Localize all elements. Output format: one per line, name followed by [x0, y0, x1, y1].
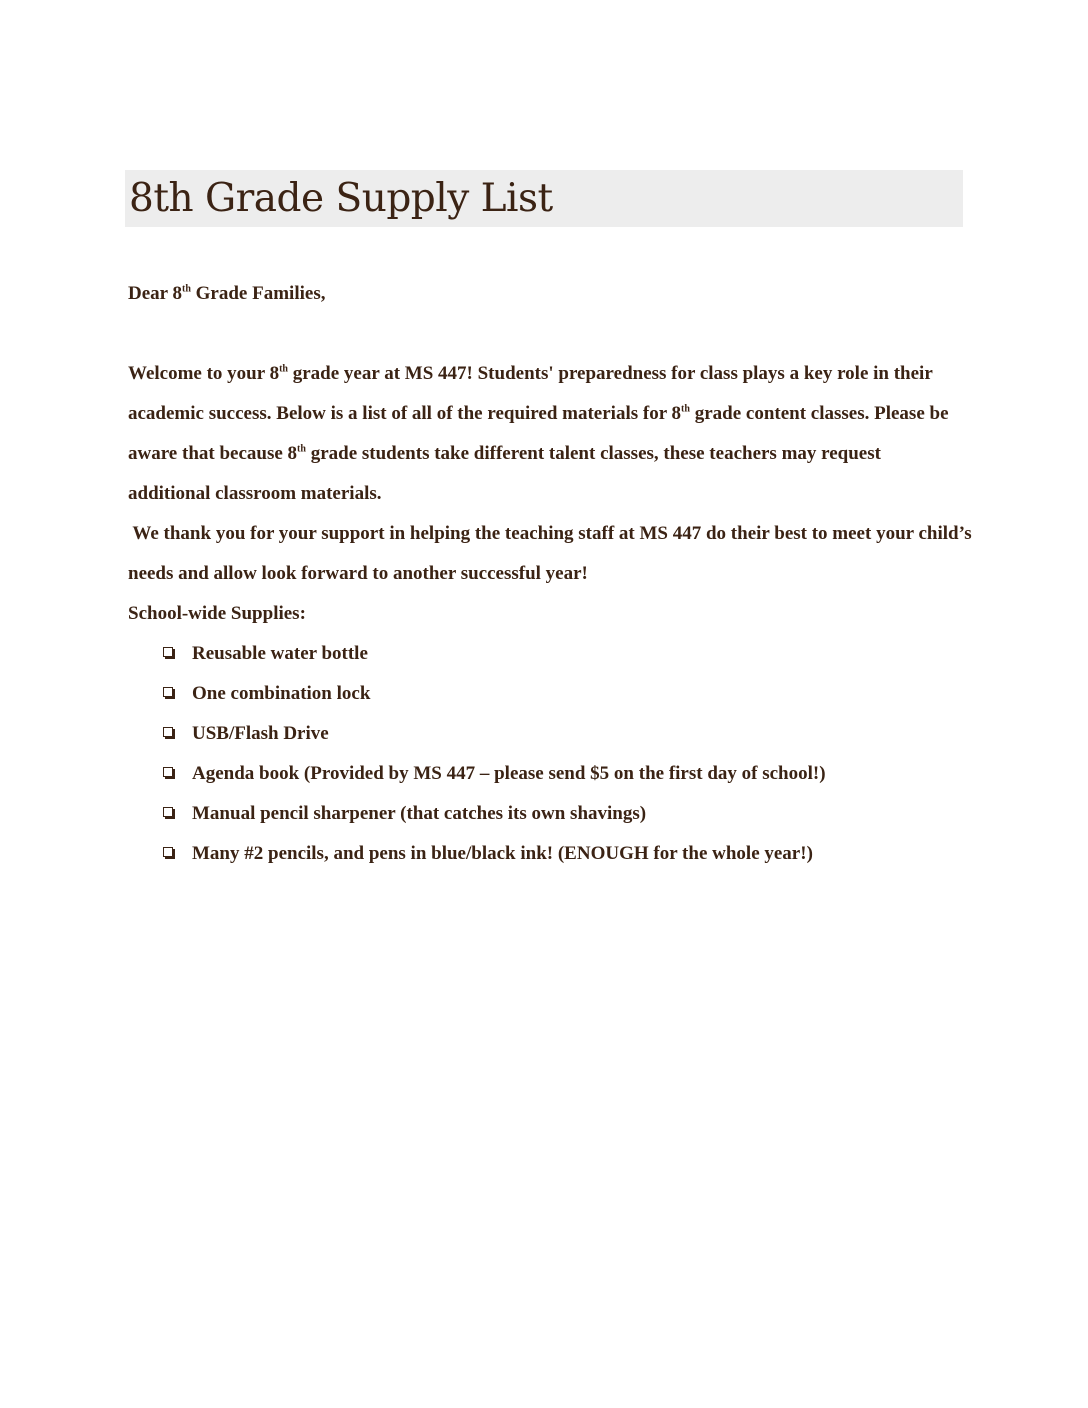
- paragraph-line: We thank you for your support in helping the teaching staff at MS 447 do their best to meet your child’s: [128, 523, 972, 544]
- list-item-label: Many #2 pencils, and pens in blue/black ink! (ENOUGH for the whole year!): [192, 843, 813, 864]
- supplies-heading: School-wide Supplies:: [128, 603, 306, 624]
- paragraph-line: [128, 402, 968, 426]
- checkbox-icon: [163, 687, 173, 697]
- checkbox-icon: [163, 647, 173, 657]
- checkbox-icon: [163, 847, 173, 857]
- list-item-label: Reusable water bottle: [192, 643, 368, 664]
- paragraph-superscript: th: [297, 443, 306, 455]
- list-item-label: Manual pencil sharpener (that catches its own shavings): [192, 803, 647, 824]
- paragraph-superscript: th: [681, 403, 690, 415]
- paragraph-text: grade content classes. Please be: [689, 403, 949, 424]
- list-item-label: USB/Flash Drive: [192, 723, 329, 744]
- paragraph-text: Welcome to your 8: [128, 363, 280, 384]
- paragraph-text: academic success. Below is a list of all of the required materials for 8: [128, 403, 682, 424]
- title-bar: [125, 170, 963, 227]
- paragraph-superscript: th: [279, 363, 288, 375]
- paragraph-text: grade students take different talent classes, these teachers may request: [305, 443, 881, 464]
- list-item-label: One combination lock: [192, 683, 371, 704]
- list-item-label: Agenda book (Provided by MS 447 – please send $5 on the first day of school!): [192, 763, 826, 784]
- salutation-superscript: th: [182, 283, 191, 295]
- page-title: 8th Grade Supply List: [129, 176, 553, 221]
- paragraph-line: [128, 442, 968, 466]
- paragraph-text: grade year at MS 447! Students' preparedness for class plays a key role in their: [288, 363, 933, 384]
- checkbox-icon: [163, 807, 173, 817]
- paragraph-line: needs and allow look forward to another successful year!: [128, 563, 588, 584]
- salutation: [128, 282, 968, 306]
- checkbox-icon: [163, 727, 173, 737]
- salutation-text-end: Grade Families,: [190, 283, 326, 304]
- paragraph-line: additional classroom materials.: [128, 483, 382, 504]
- paragraph-text: aware that because 8: [128, 443, 298, 464]
- paragraph-line: [128, 362, 968, 386]
- checkbox-icon: [163, 767, 173, 777]
- salutation-text: Dear 8: [128, 283, 182, 304]
